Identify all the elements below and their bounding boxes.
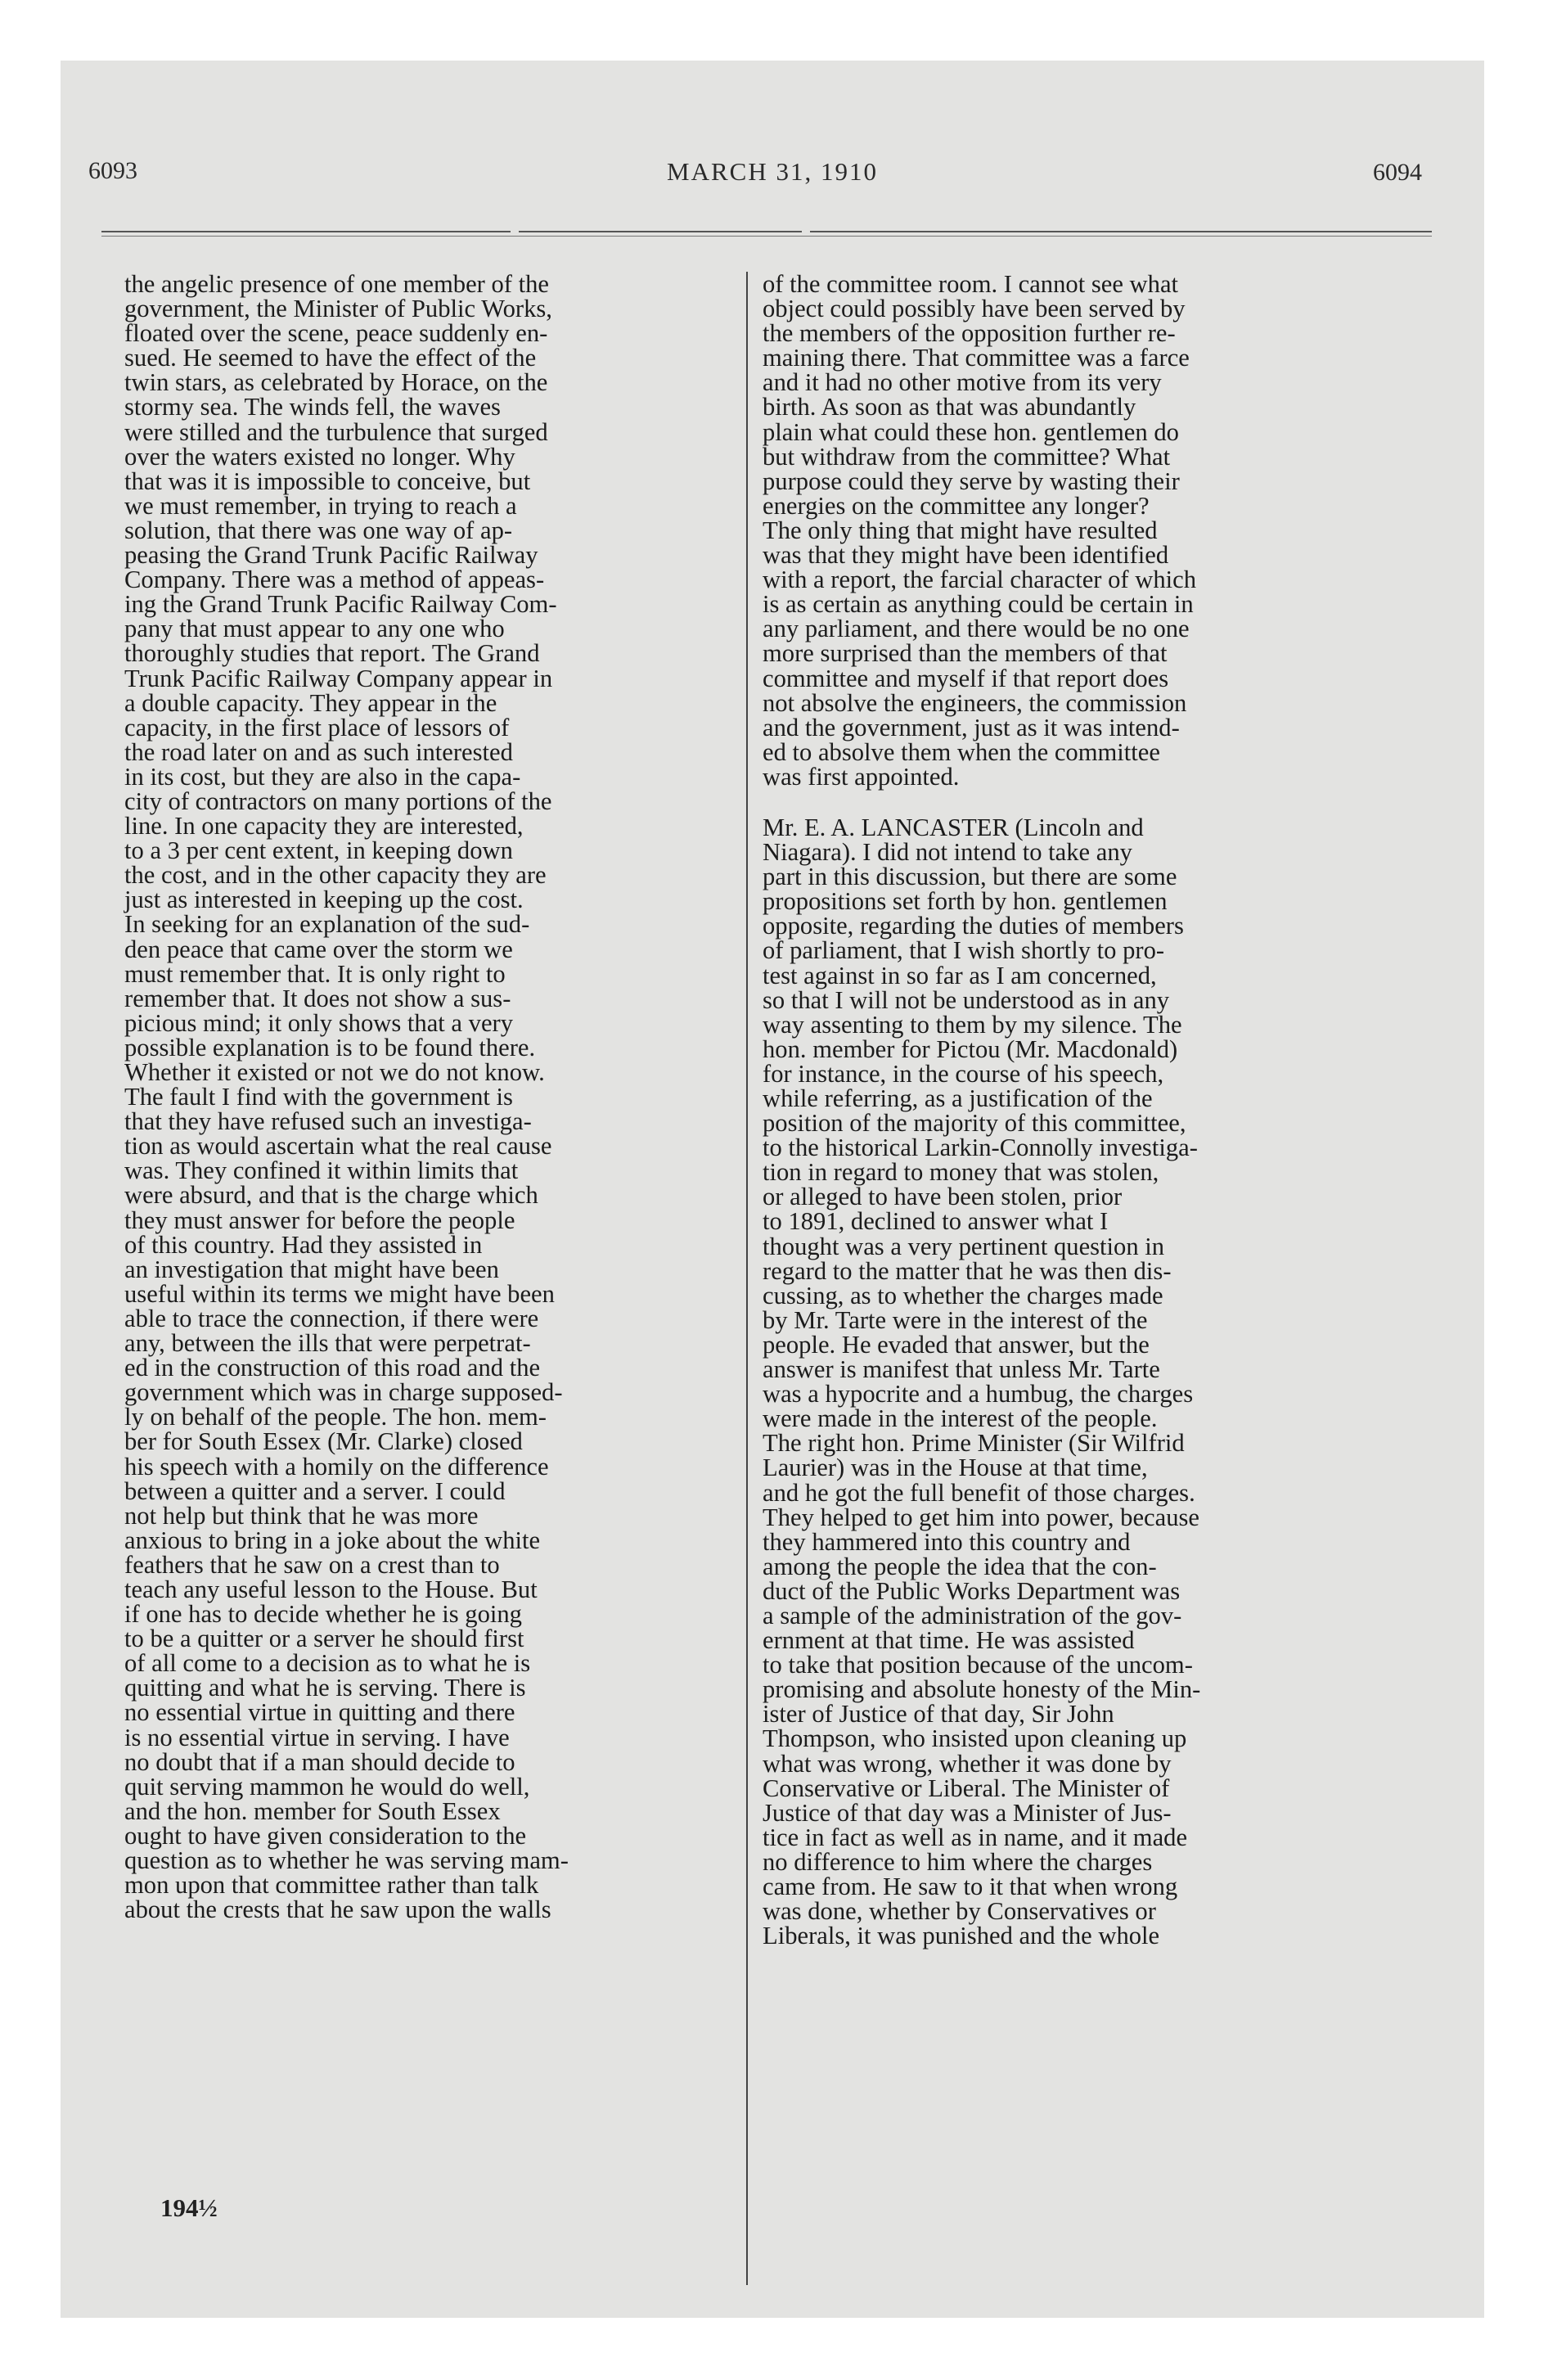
text-line: no difference to him where the charges: [763, 1847, 1153, 1876]
text-line: is as certain as anything could be certain in: [763, 590, 1194, 619]
text-line: Liberals, it was punished and the whole: [763, 1922, 1160, 1950]
text-line: useful within its terms we might have been: [124, 1279, 555, 1308]
text-line: Niagara). I did not intend to take any: [763, 838, 1132, 867]
page-date: MARCH 31, 1910: [667, 157, 878, 186]
text-line: no doubt that if a man should decide to: [124, 1747, 515, 1776]
text-line: and it had no other motive from its very: [763, 368, 1162, 397]
right-column: [763, 272, 1433, 2318]
text-line: The fault I find with the government is: [124, 1083, 513, 1111]
text-line: The right hon. Prime Minister (Sir Wilfrid: [763, 1429, 1185, 1458]
text-line: more surprised than the members of that: [763, 639, 1168, 668]
text-line: were stilled and the turbulence that surged: [124, 417, 548, 446]
text-line: among the people the idea that the con-: [763, 1552, 1157, 1580]
text-line: possible explanation is to be found there.: [124, 1033, 536, 1062]
text-line: capacity, in the first place of lessors of: [124, 713, 510, 741]
text-line: twin stars, as celebrated by Horace, on the: [124, 368, 548, 397]
text-line: mon upon that committee rather than talk: [124, 1871, 539, 1900]
text-line: any parliament, and there would be no one: [763, 615, 1190, 643]
text-line: tion in regard to money that was stolen,: [763, 1158, 1159, 1187]
text-line: city of contractors on many portions of the: [124, 787, 552, 815]
text-line: any, between the ills that were perpetrat-: [124, 1329, 531, 1358]
text-line: purpose could they serve by wasting their: [763, 467, 1180, 495]
text-line: a double capacity. They appear in the: [124, 688, 497, 717]
text-line: they hammered into this country and: [763, 1527, 1131, 1556]
text-line: question as to whether he was serving mam-: [124, 1846, 569, 1874]
text-line: were absurd, and that is the charge which: [124, 1181, 538, 1210]
text-line: of all come to a decision as to what he is: [124, 1649, 531, 1678]
text-line: ernment at that time. He was assisted: [763, 1626, 1135, 1655]
text-line: between a quitter and a server. I could: [124, 1476, 506, 1505]
text-line: quitting and what he is serving. There is: [124, 1674, 526, 1702]
text-line: thoroughly studies that report. The Grand: [124, 639, 540, 668]
text-line: remember that. It does not show a sus-: [124, 984, 511, 1012]
text-line: over the waters existed no longer. Why: [124, 442, 515, 471]
text-line: was. They confined it within limits that: [124, 1156, 519, 1185]
text-line: is no essential virtue in serving. I have: [124, 1723, 510, 1751]
text-line: an investigation that might have been: [124, 1255, 499, 1283]
text-line: cussing, as to whether the charges made: [763, 1281, 1163, 1309]
text-line: or alleged to have been stolen, prior: [763, 1183, 1123, 1211]
text-line: Company. There was a method of appeas-: [124, 566, 545, 594]
text-line: teach any useful lesson to the House. But: [124, 1575, 538, 1603]
text-line: tion as would ascertain what the real cause: [124, 1132, 552, 1161]
text-line: not help but think that he was more: [124, 1501, 479, 1530]
text-line: peasing the Grand Trunk Pacific Railway: [124, 541, 538, 570]
text-line: line. In one capacity they are interested,: [124, 812, 524, 841]
text-line: to be a quitter or a server he should first: [124, 1625, 524, 1653]
text-line: government which was in charge supposed-: [124, 1378, 563, 1407]
text-line: ly on behalf of the people. The hon. mem-: [124, 1403, 547, 1431]
text-line: test against in so far as I am concerned,: [763, 961, 1157, 989]
text-line: government, the Minister of Public Works,: [124, 295, 552, 323]
text-line: to take that position because of the uncom-: [763, 1651, 1193, 1679]
text-line: maining there. That committee was a farce: [763, 344, 1190, 372]
text-line: came from. He saw to it that when wrong: [763, 1873, 1178, 1900]
text-line: but withdraw from the committee? What: [763, 442, 1171, 471]
text-line: opposite, regarding the duties of members: [763, 912, 1184, 940]
text-line: pany that must appear to any one who: [124, 615, 505, 643]
text-line: stormy sea. The winds fell, the waves: [124, 393, 501, 421]
text-line: while referring, as a justification of the: [763, 1084, 1153, 1112]
text-line: In seeking for an explanation of the sud-: [124, 910, 530, 939]
text-line: sued. He seemed to have the effect of the: [124, 344, 537, 372]
text-line: plain what could these hon. gentlemen do: [763, 417, 1179, 446]
text-line: able to trace the connection, if there were: [124, 1304, 539, 1332]
text-line: if one has to decide whether he is going: [124, 1600, 522, 1629]
text-line: tice in fact as well as in name, and it made: [763, 1823, 1188, 1851]
text-line: way assenting to them by my silence. The: [763, 1010, 1182, 1039]
text-line: ought to have given consideration to the: [124, 1821, 527, 1850]
text-line: position of the majority of this committee,: [763, 1109, 1186, 1138]
text-line: to a 3 per cent extent, in keeping down: [124, 836, 513, 865]
text-line: so that I will not be understood as in any: [763, 985, 1170, 1014]
text-line: must remember that. It is only right to: [124, 959, 506, 988]
text-line: ister of Justice of that day, Sir John: [763, 1700, 1114, 1729]
text-line: to 1891, declined to answer what I: [763, 1207, 1109, 1236]
left-column: [124, 272, 795, 2318]
text-line: thought was a very pertinent question in: [763, 1232, 1165, 1260]
text-line: part in this discussion, but there are some: [763, 863, 1177, 891]
text-line: quit serving mammon he would do well,: [124, 1772, 530, 1801]
text-line: what was wrong, whether it was done by: [763, 1749, 1172, 1778]
text-line: floated over the scene, peace suddenly en-: [124, 319, 548, 348]
text-line: duct of the Public Works Department was: [763, 1576, 1181, 1605]
text-line: promising and absolute honesty of the Min-: [763, 1675, 1201, 1704]
text-line: we must remember, in trying to reach a: [124, 491, 517, 520]
text-line: ed to absolve them when the committee: [763, 737, 1160, 766]
text-line: in its cost, but they are also in the capa-: [124, 762, 521, 791]
text-line: and the government, just as it was intend-: [763, 713, 1180, 741]
text-line: that they have refused such an investiga-: [124, 1107, 532, 1136]
text-line: feathers that he saw on a crest than to: [124, 1550, 500, 1579]
text-line: the angelic presence of one member of the: [124, 270, 550, 298]
text-line: Mr. E. A. LANCASTER (Lincoln and: [763, 813, 1144, 841]
text-line: no essential virtue in quitting and there: [124, 1698, 515, 1727]
text-line: the cost, and in the other capacity they are: [124, 861, 547, 890]
text-line: ing the Grand Trunk Pacific Railway Com-: [124, 590, 557, 619]
header-rule-thin: [101, 236, 1432, 237]
text-line: The only thing that might have resulted: [763, 516, 1158, 544]
scanned-page: [61, 61, 1484, 2318]
text-line: committee and myself if that report does: [763, 664, 1169, 692]
text-line: of the committee room. I cannot see what: [763, 270, 1179, 298]
text-line: was a hypocrite and a humbug, the charges: [763, 1380, 1194, 1409]
text-line: the members of the opposition further re-: [763, 319, 1176, 348]
text-line: object could possibly have been served by: [763, 295, 1186, 323]
text-line: that was it is impossible to conceive, but: [124, 467, 531, 495]
text-line: answer is manifest that unless Mr. Tarte: [763, 1355, 1160, 1384]
text-line: just as interested in keeping up the cost.: [124, 886, 524, 914]
text-line: they must answer for before the people: [124, 1206, 515, 1234]
text-line: and the hon. member for South Essex: [124, 1796, 501, 1825]
text-line: of parliament, that I wish shortly to pro-: [763, 936, 1165, 965]
text-line: was done, whether by Conservatives or: [763, 1897, 1156, 1926]
text-line: They helped to get him into power, because: [763, 1503, 1200, 1531]
text-line: birth. As soon as that was abundantly: [763, 393, 1136, 421]
text-line: energies on the committee any longer?: [763, 491, 1150, 520]
paragraph-gap: [763, 789, 1433, 815]
text-line: not absolve the engineers, the commission: [763, 688, 1187, 717]
text-line: picious mind; it only shows that a very: [124, 1008, 514, 1037]
text-line: propositions set forth by hon. gentlemen: [763, 887, 1168, 916]
header-rule: [101, 231, 511, 232]
text-line: by Mr. Tarte were in the interest of the: [763, 1305, 1148, 1334]
signature-mark: 194½: [160, 2193, 218, 2222]
text-line: Trunk Pacific Railway Company appear in: [124, 664, 553, 692]
text-line: was that they might have been identified: [763, 541, 1169, 570]
text-line: Thompson, who insisted upon cleaning up: [763, 1724, 1187, 1753]
text-line: ed in the construction of this road and the: [124, 1354, 541, 1382]
right-column-paragraph-1: [763, 272, 1433, 789]
text-line: a sample of the administration of the gov-: [763, 1601, 1182, 1629]
text-line: the road later on and as such interested: [124, 737, 513, 766]
text-line: solution, that there was one way of ap-: [124, 516, 513, 544]
text-line: anxious to bring in a joke about the white: [124, 1526, 541, 1554]
text-line: were made in the interest of the people.: [763, 1404, 1158, 1433]
text-line: to the historical Larkin-Connolly investiga-: [763, 1134, 1198, 1162]
text-line: for instance, in the course of his speech,: [763, 1059, 1164, 1088]
page-number-left: 6093: [88, 157, 137, 184]
text-line: Laurier) was in the House at that time,: [763, 1454, 1148, 1482]
text-line: was first appointed.: [763, 762, 960, 791]
text-line: and he got the full benefit of those charges.: [763, 1478, 1195, 1507]
page-number-right: 6094: [1373, 159, 1422, 186]
text-line: Whether it existed or not we do not know.: [124, 1058, 545, 1086]
text-line: about the crests that he saw upon the walls: [124, 1895, 551, 1924]
right-column-paragraph-2: [763, 815, 1433, 1948]
header-rule: [519, 231, 802, 232]
text-line: people. He evaded that answer, but the: [763, 1330, 1150, 1359]
text-line: Conservative or Liberal. The Minister of: [763, 1774, 1170, 1802]
text-line: hon. member for Pictou (Mr. Macdonald): [763, 1034, 1178, 1063]
text-line: with a report, the farcial character of which: [763, 566, 1197, 594]
text-line: of this country. Had they assisted in: [124, 1230, 483, 1259]
text-line: his speech with a homily on the difference: [124, 1452, 549, 1481]
text-line: ber for South Essex (Mr. Clarke) closed: [124, 1427, 523, 1456]
text-line: den peace that came over the storm we: [124, 935, 513, 963]
text-line: regard to the matter that he was then dis-: [763, 1256, 1172, 1285]
header-rule: [810, 231, 1432, 232]
page-header: [61, 61, 1484, 186]
text-line: Justice of that day was a Minister of Jus-: [763, 1798, 1172, 1827]
